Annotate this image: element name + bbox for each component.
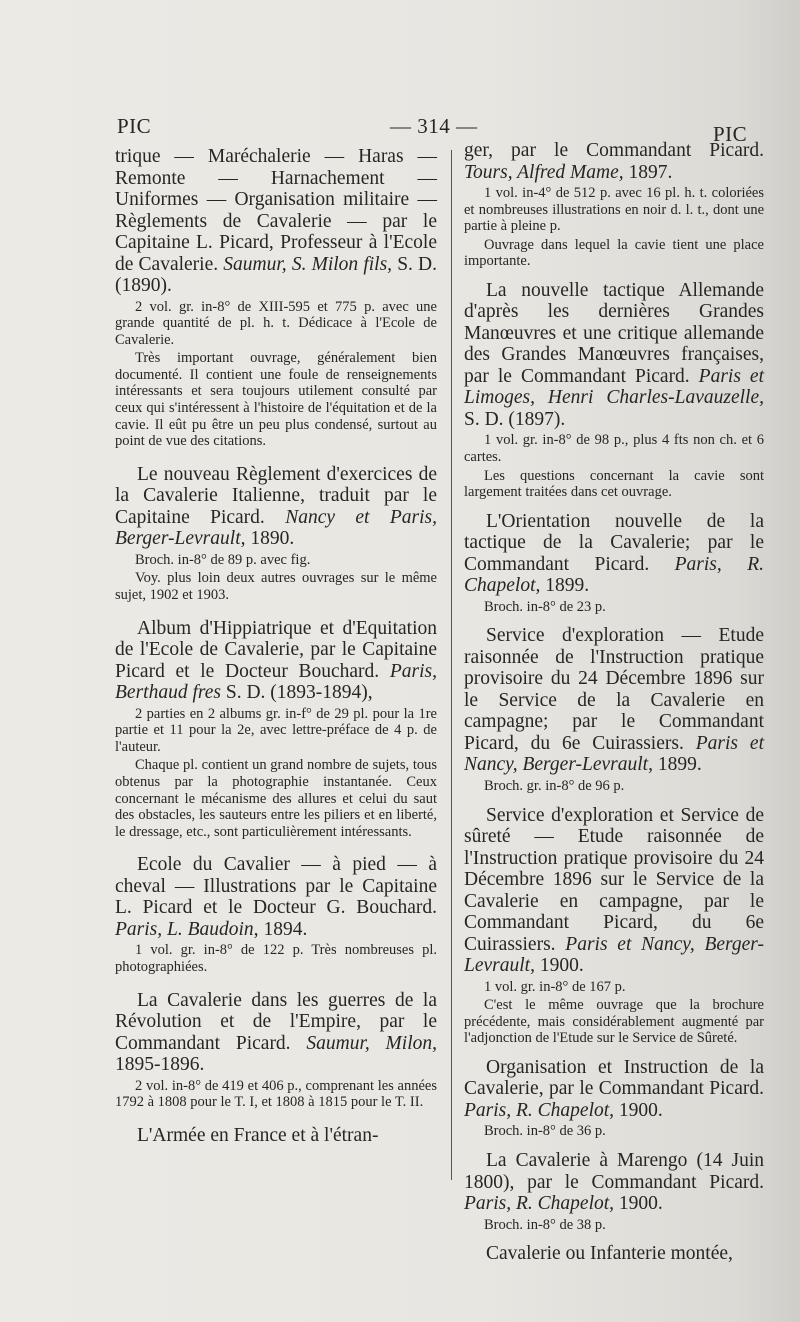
bibliography-entry [464,625,764,794]
entry-publisher: Tours, Alfred Mame, [464,161,624,183]
bibliography-entry [115,990,437,1111]
entry-date: 1900. [618,1099,663,1121]
entry-note: 1 vol. gr. in-8° de 167 p. [484,978,626,995]
entry-note: 1 vol. gr. in-8° de 122 p. Très nombreuses pl. photographiées. [115,942,437,975]
bibliography-entry [464,805,764,1047]
left-column [115,146,437,1146]
column-divider [451,150,452,1180]
entry-title: trique — Maréchalerie — Haras — Remonte — Harnachement — Uniformes — Organisation militaire — Règlements de Cavalerie — par le Capitaine L. Picard, Professeur à l'Ecole de Cavalerie. [115,146,437,275]
entry-title: Service d'exploration et Service de sûreté — Etude raisonnée de l'Instruction pratique provisoire du 24 Décembre 1896 sur le Service de la Cavalerie en campagne, par le Commandant Picard, du 6e Cuirassiers. [464,804,764,955]
entry-date: 1895-1896. [115,1054,205,1076]
entry-note: Chaque pl. contient un grand nombre de sujets, tous obtenus par la photographie instantanée. Ceux concernant le mécanisme des allures et celui du saut des obstacles, les sauteurs entre les piliers et en liberté, le dressage, etc., sont particulièrement intéressants. [115,757,437,840]
entry-date: S. D. (1897). [464,408,566,430]
entry-note: 1 vol. gr. in-8° de 98 p., plus 4 fts non ch. et 6 cartes. [464,432,764,466]
entry-date: S. D. (1893-1894), [225,682,373,704]
bibliography-entry [464,1150,764,1233]
entry-note: Broch. in-8° de 23 p. [484,598,606,615]
entry-title: La Cavalerie à Marengo (14 Juin 1800), par le Commandant Picard. [464,1150,764,1193]
entry-date: 1900. [539,955,584,977]
bibliography-entry [115,146,437,450]
bibliography-entry [115,464,437,604]
entry-note: Très important ouvrage, généralement bien documenté. Il contient une foule de renseignements intéressants et sera toujours utilement consulté par ceux qui s'intéressent à l'histoire de l'équitation et de la cavie. Il eût pu être un peu plus condensé, surtout au point de vue des citations. [115,350,437,450]
entry-note: 1 vol. in-4° de 512 p. avec 16 pl. h. t. coloriées et nombreuses illustrations en noir d. l. t., dont une partie à pleine p. [464,185,764,235]
bibliography-entry [464,1243,764,1265]
entry-publisher: Paris et Limoges, Henri Charles-Lavauzelle, [464,365,764,409]
entry-note: Les questions concernant la cavie sont largement traitées dans cet ouvrage. [464,467,764,501]
entry-date: 1897. [628,161,673,183]
entry-date: 1899. [545,575,590,597]
entry-note: 2 vol. in-8° de 419 et 406 p., comprenant les années 1792 à 1808 pour le T. I, et 1808 à 1815 pour le T. II. [115,1077,437,1111]
entry-title: Album d'Hippiatrique et d'Equitation de l'Ecole de Cavalerie, par le Capitaine Picard et le Docteur Bouchard. [115,617,437,682]
entry-publisher: Paris et Nancy, Berger-Levrault, [464,933,764,977]
entry-title: ger, par le Commandant Picard. [464,140,764,161]
bibliography-entry [115,854,437,975]
entry-title: La nouvelle tactique Allemande d'après les dernières Grandes Manœuvres et une critique allemande des Grandes Manœuvres françaises, par le Commandant Picard. [464,279,764,387]
running-head-left: PIC [117,114,152,138]
bibliography-entry [115,618,437,841]
entry-note: 2 parties en 2 albums gr. in-f° de 29 pl. pour la 1re partie et 11 pour la 2e, avec lettre-préface de 4 p. de l'auteur. [115,705,437,755]
entry-date: 1900. [618,1193,663,1214]
entry-note: Broch. gr. in-8° de 96 p. [484,777,625,794]
right-column [464,140,764,1265]
entry-publisher: Saumur, S. Milon fils, [223,253,393,275]
entry-note: Broch. in-8° de 36 p. [484,1123,606,1140]
entry-note: C'est le même ouvrage que la brochure précédente, mais considérablement augmenté par l'adjonction de l'Etude sur le Service de Sûreté. [464,997,764,1047]
entry-note: Voy. plus loin deux autres ouvrages sur le même sujet, 1902 et 1903. [115,570,437,604]
entry-note: 2 vol. gr. in-8° de XIII-595 et 775 p. avec une grande quantité de pl. h. t. Dédicace à l'Ecole de Cavalerie. [115,298,437,348]
entry-title: Ecole du Cavalier — à pied — à cheval — Illustrations par le Capitaine L. Picard et le Docteur G. Bouchard. [115,854,437,919]
entry-date: S. D. (1890). [115,253,438,296]
entry-publisher: Paris, R. Chapelot, [464,1099,615,1121]
bibliography-entry [464,1057,764,1140]
entry-publisher: Saumur, Milon, [306,1032,437,1054]
bibliography-entry [464,511,764,616]
entry-title: Le nouveau Règlement d'exercices de la Cavalerie Italienne, traduit par le Capitaine Picard. [115,463,437,528]
entry-date: 1894. [263,918,308,940]
bibliography-entry [464,280,764,501]
entry-title: Organisation et Instruction de la Cavalerie, par le Commandant Picard. [464,1056,764,1100]
entry-publisher: Paris et Nancy, Berger-Levrault, [464,732,764,776]
entry-publisher: Paris, L. Baudoin, [115,918,259,940]
entry-title: Service d'exploration — Etude raisonnée de l'Instruction pratique provisoire du 24 Décembre 1896 sur le Service de la Cavalerie en campagne; par le Commandant Picard, du 6e Cuirassiers. [464,625,764,754]
entry-note: Broch. in-8° de 89 p. avec fig. [135,551,311,568]
entry-note: Broch. in-8° de 38 p. [484,1216,606,1233]
entry-publisher: Paris, R. Chapelot, [464,553,764,597]
running-head-right: PIC [713,122,748,146]
entry-title: Cavalerie ou Infanterie montée, [486,1243,733,1265]
entry-title: La Cavalerie dans les guerres de la Révolution et de l'Empire, par le Commandant Picard. [115,989,437,1054]
entry-note: Ouvrage dans lequel la cavie tient une place importante. [464,236,764,270]
page-number: — 314 — [390,114,478,138]
entry-publisher: Nancy et Paris, Berger-Levrault, [115,506,437,550]
entry-title: L'Orientation nouvelle de la tactique de la Cavalerie; par le Commandant Picard. [464,510,764,575]
bibliography-entry [464,140,764,270]
entry-publisher: Paris, R. Chapelot, [464,1193,615,1214]
entry-date: 1899. [657,754,702,776]
entry-date: 1890. [250,528,295,550]
entry-title: L'Armée en France et à l'étran- [137,1124,379,1146]
entry-publisher: Paris, Berthaud fres [115,660,438,704]
bibliography-entry [115,1125,437,1147]
